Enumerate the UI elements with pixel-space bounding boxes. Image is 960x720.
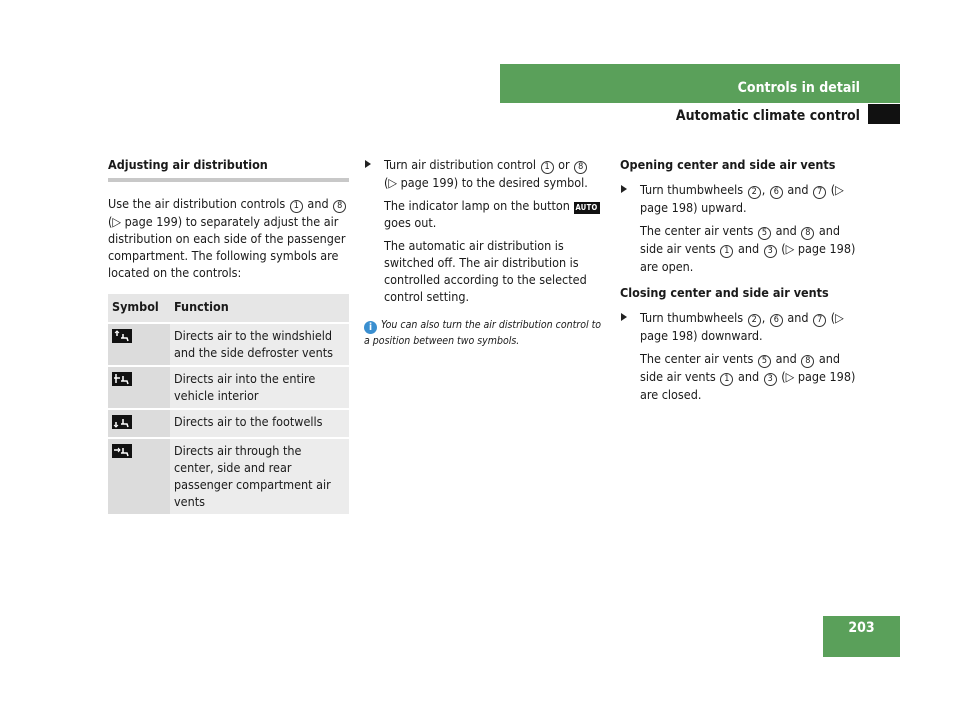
function-cell: Directs air to the footwells <box>170 409 349 438</box>
center-vents-airflow-icon <box>112 444 132 458</box>
callout-number: 3 <box>764 245 777 258</box>
auto-button-icon: AUTO <box>575 203 598 212</box>
bullet-arrow-icon <box>365 160 371 168</box>
entire-interior-airflow-icon <box>112 372 132 386</box>
callout-number: 2 <box>748 186 761 199</box>
section-heading: Adjusting air distribution <box>108 157 268 172</box>
table-header-row <box>108 294 349 323</box>
result-paragraph: The automatic air distribution is switched off. The air distribution is controlled according to the selected control setting. <box>384 238 587 304</box>
table-row <box>108 438 349 515</box>
function-cell: Directs air through the center, side and rear passenger compartment air vents <box>170 438 349 515</box>
callout-number: 2 <box>748 314 761 327</box>
callout-number: 6 <box>770 314 783 327</box>
result-paragraph: The center air vents 5 and 8 and side air vents 1 and 3 (▷ page 198) are closed. <box>640 351 856 402</box>
column-distribution-steps <box>364 156 604 349</box>
column-header-symbol: Symbol <box>108 294 170 323</box>
info-note: i You can also turn the air distribution control to a position between two symbols. <box>364 319 602 347</box>
callout-number: 7 <box>813 186 826 199</box>
column-air-vents <box>620 156 865 403</box>
callout-number: 5 <box>758 355 771 368</box>
callout-number: 8 <box>801 355 814 368</box>
table-row <box>108 366 349 409</box>
instruction-step: Turn thumbwheels 2 , 6 and 7 (▷ page 198) downward. <box>620 309 865 344</box>
callout-number: 6 <box>770 186 783 199</box>
column-air-distribution <box>108 156 349 516</box>
section-header: Controls in detail <box>500 64 900 103</box>
windshield-footwell-airflow-icon <box>112 329 132 343</box>
instruction-step: Turn thumbwheels 2 , 6 and 7 (▷ page 198) upward. <box>620 181 865 216</box>
function-cell: Directs air into the entire vehicle interior <box>170 366 349 409</box>
table-row <box>108 409 349 438</box>
open-vents-heading: Opening center and side air vents <box>620 157 836 172</box>
callout-number: 1 <box>720 373 733 386</box>
close-vents-heading: Closing center and side air vents <box>620 285 829 300</box>
symbol-table <box>108 294 349 516</box>
callout-number: 7 <box>813 314 826 327</box>
callout-number: 1 <box>290 200 303 213</box>
result-paragraph: The center air vents 5 and 8 and side air vents 1 and 3 (▷ page 198) are open. <box>640 223 856 274</box>
column-header-function: Function <box>170 294 349 323</box>
section-tab-marker <box>868 104 900 124</box>
instruction-step: Turn air distribution control 1 or 8 (▷ page 199) to the desired symbol. <box>364 156 604 191</box>
info-icon: i <box>364 321 377 334</box>
callout-number: 5 <box>758 227 771 240</box>
heading-rule <box>108 178 349 182</box>
callout-number: 8 <box>333 200 346 213</box>
callout-number: 3 <box>764 373 777 386</box>
bullet-arrow-icon <box>621 313 627 321</box>
bullet-arrow-icon <box>621 185 627 193</box>
indicator-lamp-text: The indicator lamp on the button AUTO goes out. <box>384 198 598 230</box>
callout-number: 8 <box>574 161 587 174</box>
callout-number: 8 <box>801 227 814 240</box>
function-cell: Directs air to the windshield and the side defroster vents <box>170 323 349 366</box>
footwell-airflow-icon <box>112 415 132 429</box>
page-number: 203 <box>823 616 900 657</box>
callout-number: 1 <box>541 161 554 174</box>
page-subtitle: Automatic climate control <box>675 108 860 124</box>
callout-number: 1 <box>720 245 733 258</box>
table-row <box>108 323 349 366</box>
intro-paragraph: Use the air distribution controls 1 and 8 (▷ page 199) to separately adjust the air distribution on each side of the passenger compartment. The following symbols are located on the controls: <box>108 196 346 280</box>
